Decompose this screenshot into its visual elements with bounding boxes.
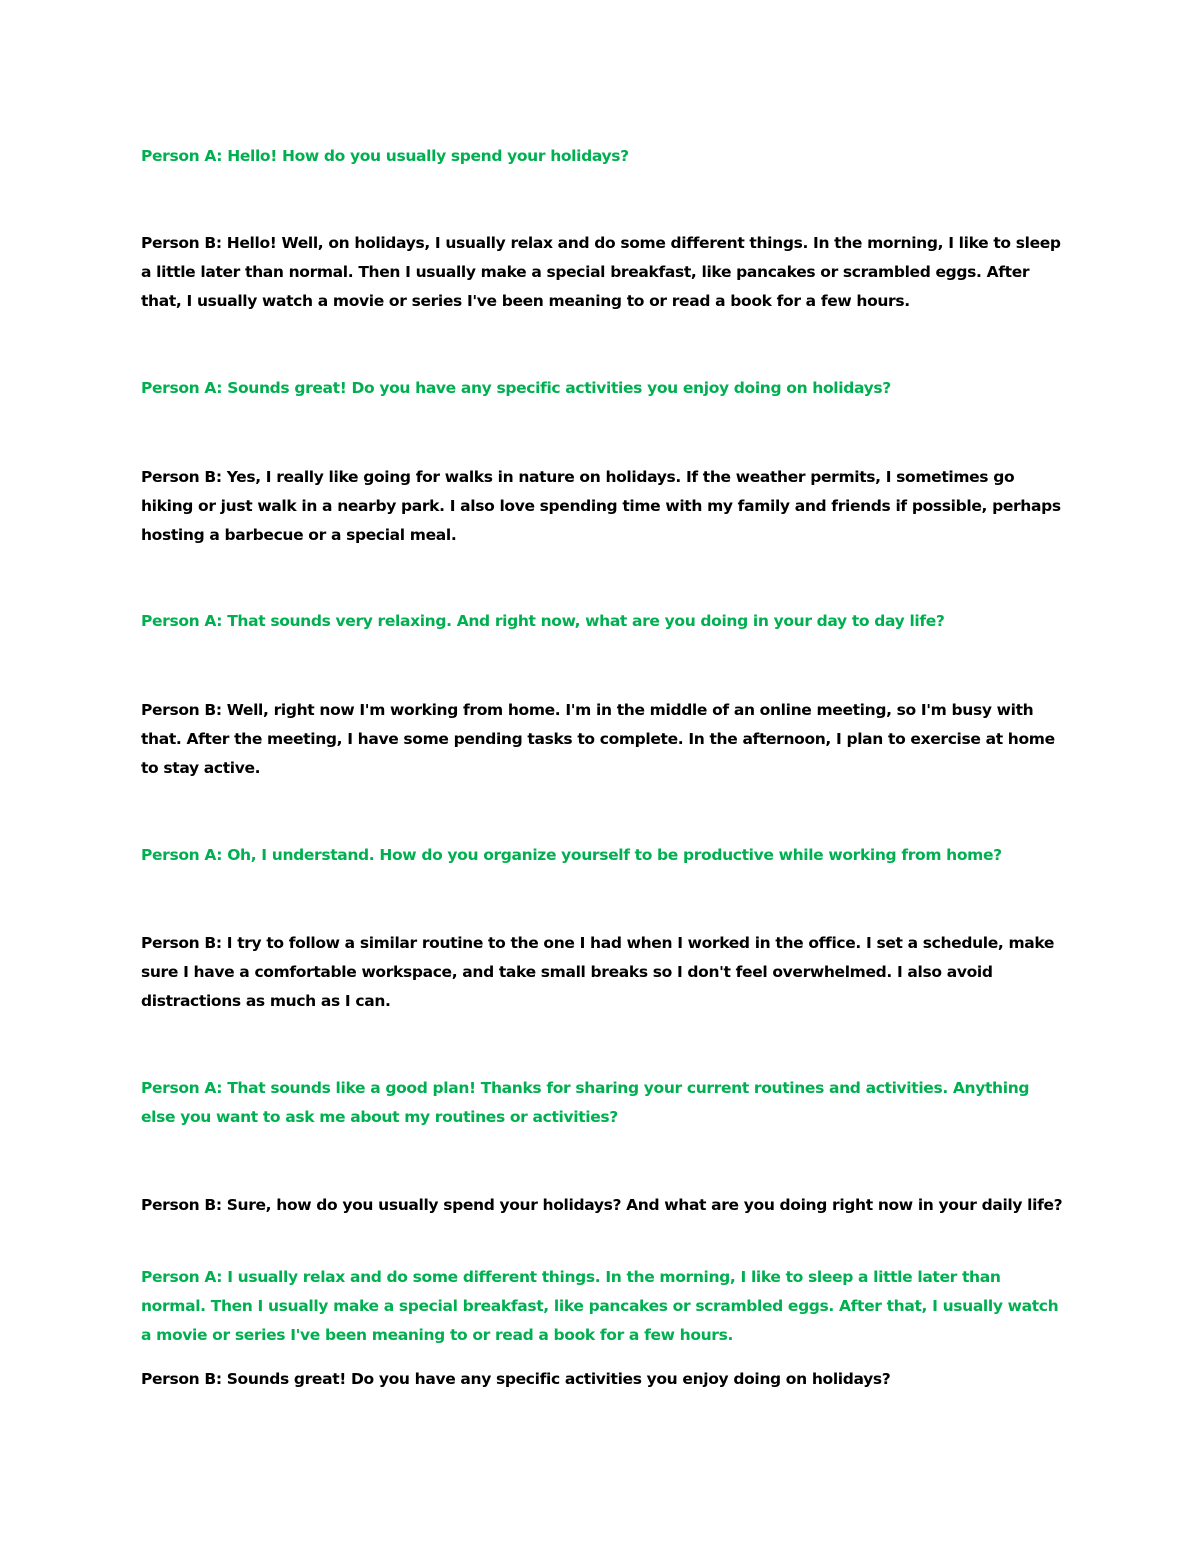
dialogue-line-person-a: Person A: I usually relax and do some different things. In the morning, I like to sleep a little later than normal. Then I usually make a special breakfast, like pancakes or scrambled eggs. After that, I usually watch a movie or series I've been meaning to or read a book for a few hours. <box>141 1268 1059 1344</box>
dialogue-line-person-a: Person A: Hello! How do you usually spend your holidays? <box>141 147 629 165</box>
dialogue-line-person-b: Person B: Hello! Well, on holidays, I usually relax and do some different things. In the morning, I like to sleep a little later than normal. Then I usually make a special breakfast, like pancakes or scrambled eggs. After that, I usually watch a movie or series I've been meaning to or read a book for a few hours. <box>141 234 1061 310</box>
dialogue-line-person-b: Person B: Sounds great! Do you have any specific activities you enjoy doing on holidays? <box>141 1370 891 1388</box>
dialogue-line-person-b: Person B: Sure, how do you usually spend your holidays? And what are you doing right now in your daily life? <box>141 1196 1063 1214</box>
dialogue-line-person-a: Person A: That sounds like a good plan! Thanks for sharing your current routines and activities. Anything else you want to ask me about my routines or activities? <box>141 1079 1030 1126</box>
dialogue-line-person-b: Person B: Yes, I really like going for walks in nature on holidays. If the weather permits, I sometimes go hiking or just walk in a nearby park. I also love spending time with my family and friends if possible, perhaps hosting a barbecue or a special meal. <box>141 468 1061 544</box>
dialogue-line-person-a: Person A: Sounds great! Do you have any specific activities you enjoy doing on holidays? <box>141 379 891 397</box>
dialogue-line-person-a: Person A: That sounds very relaxing. And right now, what are you doing in your day to day life? <box>141 612 945 630</box>
dialogue-line-person-b: Person B: Well, right now I'm working from home. I'm in the middle of an online meeting, so I'm busy with that. After the meeting, I have some pending tasks to complete. In the afternoon, I plan to exercise at home to stay active. <box>141 701 1055 777</box>
dialogue-line-person-a: Person A: Oh, I understand. How do you organize yourself to be productive while working from home? <box>141 846 1002 864</box>
dialogue-line-person-b: Person B: I try to follow a similar routine to the one I had when I worked in the office. I set a schedule, make sure I have a comfortable workspace, and take small breaks so I don't feel overwhelmed. I also avoid distractions as much as I can. <box>141 934 1055 1010</box>
